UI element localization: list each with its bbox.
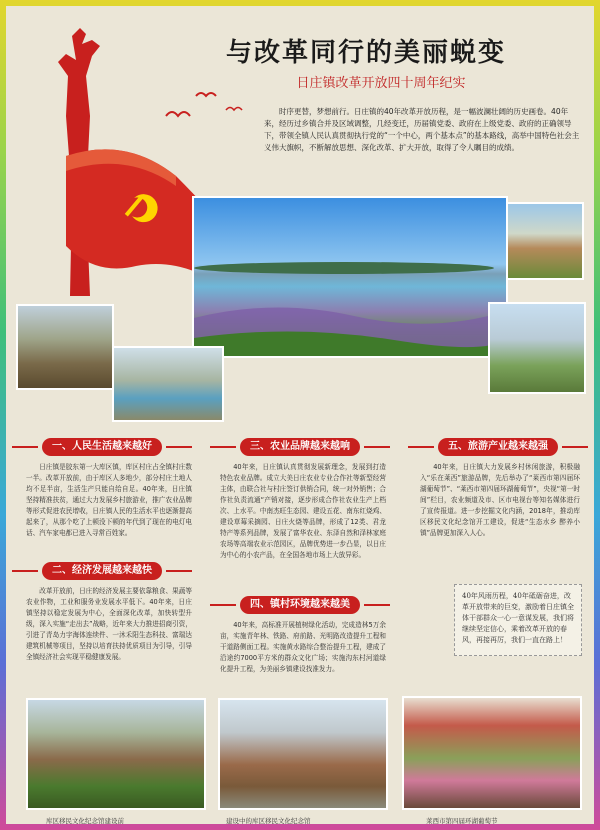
bottom-right-caption: 莱西市第四届环湖葡萄节 (426, 817, 498, 824)
closing-poem-box: 40年风雨历程，40年砥砺奋进，改革开放带来的巨变，激励着日庄镇全体干部群众一心一意谋发展，我们将继续坚定信心，乘着改革开放的春风，再接再厉，我们一直在路上！ (454, 584, 582, 656)
page-subtitle: 日庄镇改革开放四十周年纪实 (296, 76, 466, 91)
section-head-3: 三、农业品牌越来越响 (240, 438, 360, 456)
page-title: 与改革同行的美丽蜕变 (225, 38, 506, 68)
photo-top-right-1 (506, 202, 584, 280)
photo-left-2 (112, 346, 224, 422)
main-landscape-photo (192, 196, 508, 358)
lead-paragraph: 时序更替，梦想前行。日庄镇的40年改革开放历程，是一幅波澜壮阔的历史画卷。40年来，经历过乡镇合并及区域调整，几经变迁，历届镇党委、政府在上级党委、政府的正确领导下，带领全镇人民认真贯彻执行党的“一个中心，两个基本点”的基本路线，高举中国特色社会主义伟大旗帜，不断解放思想、深化改革、扩大开放，取得了令人瞩目的成绩。 (264, 107, 580, 152)
section-body-3: 40年来，日庄镇认真贯彻发展新理念，发展到打造特色农业品牌。成立大美日庄农业专业合作社等新型经营主体，由联合社与村庄签订供销合同，统一对外销售；合作社负责流通“产销对接，逐步形成合作社农业生产上档次、上水平。中南杰旺生态园、建设五花、南东红烧鸡、建设草莓采摘园、日庄火烧等品牌，形成了12类、君龙特产等系列品牌，发展了富华农业、东泽自然和泽林家庭农场等高端农业示范园区，品牌优势进一步凸显，以日庄为中心的小农产品，在全国各地市场上大放异彩。 (220, 463, 386, 559)
section-body-5: 40年来，日庄镇大力发展乡村休闲旅游，积极融入“乐在莱西”旅游品牌，先后举办了“莱西市第四届环湖葡萄节”、“莱西市第四届环湖葡萄节”，央视“第一时间”栏目，农业频道及市、区市电视台等知名媒体进行了宣传报道。进一步挖掘文化内涵，2018年，推动库区移民文化纪念馆开工建设，促进“生态水乡 醉养小镇”品牌更加深入人心。 (420, 463, 580, 537)
section-head-5: 五、旅游产业越来越强 (438, 438, 558, 456)
section-head-1: 一、人民生活越来越好 (42, 438, 162, 456)
section-head-4: 四、镇村环境越来越美 (240, 596, 360, 614)
photo-bottom-mid (218, 698, 388, 810)
photo-bottom-right (402, 696, 582, 810)
lake-scene (194, 198, 508, 358)
bottom-mid-caption: 建设中的库区移民文化纪念馆 (226, 817, 311, 824)
section-head-2: 二、经济发展越来越快 (42, 562, 162, 580)
photo-bottom-left (26, 698, 206, 810)
photo-top-right-2 (488, 302, 586, 394)
newspaper-page (6, 6, 594, 824)
section-body-2: 改革开放前，日庄的经济发展主要依靠粮食、果蔬等农业作物，工业和服务业发展水平低下。40年来，日庄镇坚持以稳定发展为中心，全面深化改革，加快转型升级，深入实施“走出去”战略，近年来大力推进招商引资，引进了青岛力宇海体连续件、一沐禾阳生态科技、富瑞达建筑机械等项目，坚持以培育扶持优质项目为引导，引导全镇经济社会实现平稳健康发展。 (26, 587, 192, 661)
section-body-4: 40年来，高标准开展植树绿化活动，完成造林5万余亩，实施青年林、铁路、府前路、光明路改造提升工程和干道路侧面工程。实施黄水路综合整治提升工程，建成了沿途约7000平方米的群众文化广场；实施沟东村河道绿化提升工程，为美丽乡镇建设找准发力。 (220, 621, 386, 673)
bottom-left-caption: 库区移民文化纪念馆建设前 (46, 817, 124, 824)
section-body-1: 日庄镇是胶东第一大库区镇，库区村庄占全镇村庄数一半。改革开放前，由于库区人多地少，部分村庄土地人均不足半亩，生活生产只能自给自足。40年来，日庄镇坚持精准扶贫，通过大力发展乡村旅游业，推广农业品牌等形式促进农民增收，日庄镇人民的生活水平也逐渐提高起来了，从那个吃了上顿没下顿的年代到了现在的电灯电话、汽车家电都已进入寻常百姓家。 (26, 463, 192, 537)
photo-left-1 (16, 304, 114, 390)
